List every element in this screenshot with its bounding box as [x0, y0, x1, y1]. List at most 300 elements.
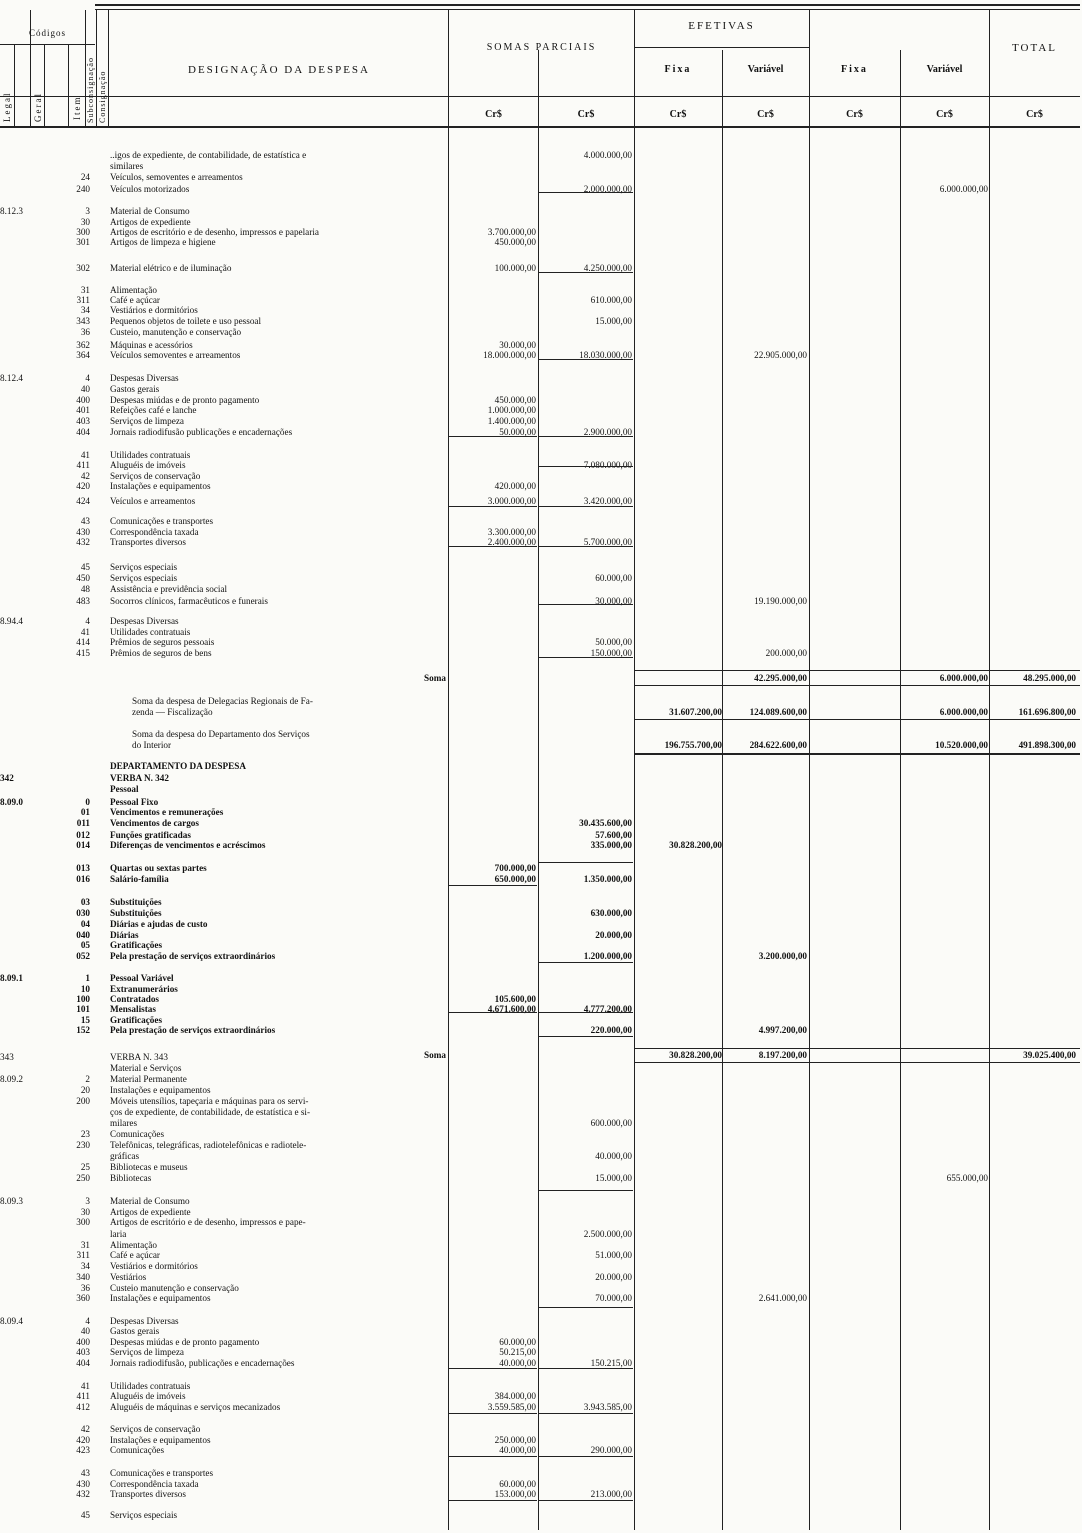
- subtotal-rule: [538, 1368, 633, 1369]
- cell-txt: Correspondência taxada: [110, 527, 199, 537]
- cell-txt: Despesas miúdas e de pronto pagamento: [110, 395, 260, 405]
- unit-label: Cr$: [669, 109, 687, 120]
- cell-txt: Utilidades contratuais: [110, 627, 191, 637]
- cell-it: 41: [80, 450, 90, 460]
- soma-row: Soma 42.295.000,00 6.000.000,00 48.295.000,00: [424, 673, 1076, 683]
- cell-txt: Bibliotecas: [110, 1173, 152, 1183]
- table-row: [0, 1229, 1080, 1239]
- table-row: [0, 930, 1080, 940]
- cell-c2: 3.943.585,00: [583, 1402, 632, 1412]
- table-row: [0, 1063, 1080, 1073]
- cell-txt: Vestiários e dormitórios: [110, 305, 198, 315]
- cell-c2: 4.250.000,00: [583, 263, 632, 273]
- cell-c4: 4.997.200,00: [758, 1025, 807, 1035]
- interior-total-row: do Interior 196.755.700,00 284.622.600,00 10.520.000,00 491.898.300,00: [132, 740, 1076, 750]
- cell-txt: Correspondência taxada: [110, 1479, 199, 1489]
- cell-txt: Transportes diversos: [110, 537, 186, 547]
- table-row: [0, 1326, 1080, 1336]
- cell-c2: 18.030.000,00: [579, 350, 632, 360]
- table-row: [0, 584, 1080, 594]
- cell-c6: 6.000.000,00: [939, 184, 988, 194]
- cell-it: 30: [80, 1207, 90, 1217]
- table-row: [0, 295, 1080, 305]
- cell-c1: 18.000.000,00: [483, 350, 536, 360]
- table-row: [0, 161, 1080, 171]
- table-row: [0, 150, 1080, 160]
- cell-it: 20: [80, 1085, 90, 1095]
- subtotal-rule: [538, 962, 633, 963]
- table-row: [0, 573, 1080, 583]
- cell-it: 2: [85, 1074, 90, 1084]
- cell-c2: 610.000,00: [590, 295, 632, 305]
- cell-txt: Artigos de expediente: [110, 1207, 191, 1217]
- table-row: [0, 1074, 1080, 1084]
- cell-it: 10: [80, 984, 90, 994]
- cell-it: 34: [80, 1261, 90, 1271]
- subtotal-rule: [449, 885, 537, 886]
- cell-txt: gráficas: [110, 1151, 140, 1161]
- cell-c1: 3.559.585,00: [487, 1402, 536, 1412]
- delegacias-total-row: zenda — Fiscalização 31.607.200,00 124.089.600,00 6.000.000,00 161.696.800,00: [132, 707, 1076, 717]
- cell-txt: Despesas Diversas: [110, 1316, 179, 1326]
- cell-c1: 1.000.000,00: [487, 405, 536, 415]
- cell-txt: Aluguéis de máquinas e serviços mecanizados: [110, 1402, 281, 1412]
- cell-it: 40: [80, 1326, 90, 1336]
- variavel-heading-2: Variável: [926, 64, 963, 75]
- subtotal-rule: [538, 192, 633, 193]
- table-row: [0, 227, 1080, 237]
- cell-it: 01: [80, 807, 90, 817]
- cell-txt: Diferenças de vencimentos e acréscimos: [110, 840, 266, 850]
- cell-txt: Pessoal Variável: [110, 973, 174, 983]
- table-row: [0, 395, 1080, 405]
- cell-c2: 2.900.000,00: [583, 427, 632, 437]
- cell-c1: 700.000,00: [494, 863, 536, 873]
- cell-c4: 3.200.000,00: [758, 951, 807, 961]
- subtotal-rule: [538, 1307, 633, 1308]
- cell-it: 424: [76, 496, 90, 506]
- cell-it: 34: [80, 305, 90, 315]
- cell-it: 30: [80, 217, 90, 227]
- table-row: [0, 1445, 1080, 1455]
- cell-txt: Serviços especiais: [110, 1510, 178, 1520]
- cell-it: 414: [76, 637, 90, 647]
- cell-txt: Móveis utensílios, tapeçaria e máquinas para os servi-: [110, 1096, 309, 1106]
- cell-c2: 220.000,00: [590, 1025, 632, 1035]
- table-row: [0, 416, 1080, 426]
- cell-it: 411: [76, 1391, 90, 1401]
- subtotal-rule: [538, 359, 633, 360]
- unit-label: Cr$: [1026, 109, 1043, 120]
- cell-txt: Gratificações: [110, 1015, 163, 1025]
- cell-c1: 450.000,00: [494, 395, 536, 405]
- table-row: [0, 206, 1080, 216]
- subtotal-rule: [449, 1456, 537, 1457]
- cell-txt: similares: [110, 161, 144, 171]
- cell-c2: 20.000,00: [595, 1272, 632, 1282]
- cell-txt: laria: [110, 1229, 127, 1239]
- cell-txt: Diárias: [110, 930, 139, 940]
- unit-label: Cr$: [485, 109, 502, 120]
- cell-it: 011: [76, 818, 90, 828]
- cell-txt: Material Permanente: [110, 1074, 187, 1084]
- subtotal-rule: [449, 1413, 537, 1414]
- table-row: [0, 1435, 1080, 1445]
- cell-cod: 8.09.1: [0, 973, 23, 983]
- cell-it: 43: [80, 516, 90, 526]
- table-row: [0, 1025, 1080, 1035]
- cell-txt: Material e Serviços: [110, 1063, 182, 1073]
- cell-txt: Veículos motorizados: [110, 184, 190, 194]
- cell-c4: 22.905.000,00: [754, 350, 807, 360]
- cell-it: 240: [76, 184, 90, 194]
- subtotal-rule: [538, 1012, 633, 1013]
- cell-it: 45: [80, 1510, 90, 1520]
- cell-txt: Serviços de limpeza: [110, 1347, 184, 1357]
- cell-txt: Alimentação: [110, 285, 157, 295]
- table-row: [0, 951, 1080, 961]
- cell-it: 100: [76, 994, 90, 1004]
- cell-it: 42: [80, 471, 90, 481]
- cell-c2: 600.000,00: [590, 1118, 632, 1128]
- cell-txt: Máquinas e acessórios: [110, 340, 193, 350]
- cell-c1: 50.000,00: [499, 427, 536, 437]
- cell-it: 48: [80, 584, 90, 594]
- cell-c2: 630.000,00: [590, 908, 632, 918]
- cell-it: 430: [76, 527, 90, 537]
- unit-label: Cr$: [936, 109, 953, 120]
- cell-it: 430: [76, 1479, 90, 1489]
- cell-it: 15: [80, 1015, 90, 1025]
- cell-c2: 2.500.000,00: [583, 1229, 632, 1239]
- cell-it: 483: [76, 596, 90, 606]
- cell-c1: 3.700.000,00: [487, 227, 536, 237]
- cell-txt: Instalações e equipamentos: [110, 1293, 211, 1303]
- cell-txt: Alimentação: [110, 1240, 157, 1250]
- table-row: [0, 784, 1080, 794]
- cell-txt: Pessoal: [110, 784, 139, 794]
- table-row: [0, 637, 1080, 647]
- table-row: [0, 1347, 1080, 1357]
- cell-txt: DEPARTAMENTO DA DESPESA: [110, 761, 246, 771]
- cell-cod: 8.09.0: [0, 797, 23, 807]
- cell-it: 450: [76, 573, 90, 583]
- cell-txt: Mensalistas: [110, 1004, 156, 1014]
- cell-it: 36: [80, 327, 90, 337]
- consignacao-label: Consignação: [98, 70, 107, 123]
- table-row: [0, 1196, 1080, 1206]
- cell-cod: 8.09.2: [0, 1074, 23, 1084]
- cell-txt: Jornais radiodifusão publicações e encadernações: [110, 427, 293, 437]
- cell-c4: 200.000,00: [765, 648, 807, 658]
- designacao-heading: DESIGNAÇÃO DA DESPESA: [188, 64, 370, 76]
- cell-c2: 30.435.600,00: [579, 818, 632, 828]
- cell-it: 404: [76, 1358, 90, 1368]
- cell-it: 411: [76, 460, 90, 470]
- cell-txt: Serviços de limpeza: [110, 416, 184, 426]
- cell-txt: Café e açúcar: [110, 295, 160, 305]
- cell-txt: Prêmios de seguros pessoais: [110, 637, 215, 647]
- subtotal-rule: [449, 1368, 537, 1369]
- unit-label: Cr$: [846, 109, 863, 120]
- cell-it: 403: [76, 1347, 90, 1357]
- cell-c1: 30.000,00: [499, 340, 536, 350]
- cell-txt: Artigos de limpeza e higiene: [110, 237, 216, 247]
- cell-it: 4: [85, 1316, 90, 1326]
- cell-txt: Pela prestação de serviços extraordinários: [110, 1025, 276, 1035]
- cell-cod: 8.12.3: [0, 206, 23, 216]
- cell-txt: Vencimentos e remunerações: [110, 807, 224, 817]
- cell-it: 43: [80, 1468, 90, 1478]
- cell-c2: 3.420.000,00: [583, 496, 632, 506]
- cell-txt: Despesas miúdas e de pronto pagamento: [110, 1337, 260, 1347]
- table-row: [0, 496, 1080, 506]
- table-row: [0, 1217, 1080, 1227]
- table-row: [0, 1207, 1080, 1217]
- table-row: [0, 616, 1080, 626]
- cell-txt: Telefônicas, telegráficas, radiotelefônicas e radiotele-: [110, 1140, 307, 1150]
- soma-row: Soma 30.828.200,00 8.197.200,00 39.025.400,00: [424, 1050, 1076, 1060]
- cell-txt: Gratificações: [110, 940, 163, 950]
- cell-c2: 60.000,00: [595, 573, 632, 583]
- table-row: [0, 1240, 1080, 1250]
- cell-it: 420: [76, 1435, 90, 1445]
- cell-it: 04: [80, 919, 90, 929]
- cell-it: 030: [76, 908, 90, 918]
- cell-it: 250: [76, 1173, 90, 1183]
- subtotal-rule: [449, 546, 537, 547]
- cell-it: 31: [80, 285, 90, 295]
- cell-c3: 30.828.200,00: [669, 840, 722, 850]
- cell-txt: Contratados: [110, 994, 160, 1004]
- cell-it: 400: [76, 1337, 90, 1347]
- table-row: [0, 405, 1080, 415]
- cell-txt: Pessoal Fixo: [110, 797, 159, 807]
- cell-it: 4: [85, 616, 90, 626]
- cell-it: 364: [76, 350, 90, 360]
- cell-it: 412: [76, 1402, 90, 1412]
- subtotal-rule: [538, 657, 633, 658]
- cell-txt: Instalações e equipamentos: [110, 1085, 211, 1095]
- cell-txt: Substituições: [110, 908, 162, 918]
- cell-txt: Serviços especiais: [110, 573, 178, 583]
- cell-it: 362: [76, 340, 90, 350]
- table-row: [0, 460, 1080, 470]
- table-row: [0, 908, 1080, 918]
- table-row: [0, 285, 1080, 295]
- subtotal-rule: [538, 436, 633, 437]
- cell-it: 42: [80, 1424, 90, 1434]
- cell-txt: Artigos de escritório e de desenho, impressos e pape-: [110, 1217, 306, 1227]
- cell-txt: Comunicações: [110, 1445, 165, 1455]
- table-row: [0, 1424, 1080, 1434]
- cell-it: 300: [76, 227, 90, 237]
- cell-it: 040: [76, 930, 90, 940]
- cell-txt: VERBA N. 343: [110, 1052, 168, 1062]
- cell-it: 401: [76, 405, 90, 415]
- cell-txt: VERBA N. 342: [110, 773, 169, 783]
- cell-it: 404: [76, 427, 90, 437]
- table-row: [0, 1316, 1080, 1326]
- cell-txt: Veículos e arreamentos: [110, 496, 196, 506]
- cell-it: 101: [76, 1004, 90, 1014]
- cell-c2: 51.000,00: [595, 1250, 632, 1260]
- cell-txt: Instalações e equipamentos: [110, 481, 211, 491]
- cell-c2: 70.000,00: [595, 1293, 632, 1303]
- cell-c2: 30.000,00: [595, 596, 632, 606]
- cell-txt: Prêmios de seguros de bens: [110, 648, 212, 658]
- cell-cod: 8.94.4: [0, 616, 23, 626]
- subtotal-rule: [449, 1012, 537, 1013]
- table-row: [0, 527, 1080, 537]
- cell-it: 41: [80, 627, 90, 637]
- table-row: [0, 1250, 1080, 1260]
- cell-it: 230: [76, 1140, 90, 1150]
- cell-it: 31: [80, 1240, 90, 1250]
- table-row: [0, 562, 1080, 572]
- cell-it: 3: [85, 1196, 90, 1206]
- codigos-label: Códigos: [28, 28, 66, 38]
- table-row: [0, 1293, 1080, 1303]
- table-row: [0, 1468, 1080, 1478]
- cell-c1: 60.000,00: [499, 1337, 536, 1347]
- cell-txt: Vestiários: [110, 1272, 147, 1282]
- cell-c2: 290.000,00: [590, 1445, 632, 1455]
- cell-txt: Aluguéis de imóveis: [110, 460, 186, 470]
- table-row: [0, 516, 1080, 526]
- subtotal-rule: [538, 1036, 633, 1037]
- cell-c1: 153.000,00: [494, 1489, 536, 1499]
- cell-c2: 4.777.200,00: [583, 1004, 632, 1014]
- cell-c2: 40.000,00: [595, 1151, 632, 1161]
- table-row: [0, 761, 1080, 771]
- cell-txt: Jornais radiodifusão, publicações e encadernações: [110, 1358, 295, 1368]
- table-row: [0, 1391, 1080, 1401]
- cell-txt: Material de Consumo: [110, 1196, 190, 1206]
- cell-c2: 150.215,00: [590, 1358, 632, 1368]
- cell-txt: Café e açúcar: [110, 1250, 160, 1260]
- table-row: [0, 897, 1080, 907]
- table-row: [0, 1337, 1080, 1347]
- table-row: [0, 874, 1080, 884]
- table-row: [0, 818, 1080, 828]
- table-row: [0, 1140, 1080, 1150]
- table-row: [0, 627, 1080, 637]
- cell-txt: Custeio, manutenção e conservação: [110, 327, 242, 337]
- cell-c2: 5.700.000,00: [583, 537, 632, 547]
- cell-it: 013: [76, 863, 90, 873]
- table-row: [0, 1272, 1080, 1282]
- table-row: [0, 984, 1080, 994]
- interior-total-line1: Soma da despesa do Departamento dos Serviços: [132, 729, 310, 739]
- cell-it: 400: [76, 395, 90, 405]
- subtotal-rule: [538, 1500, 633, 1501]
- geral-label: Geral: [33, 92, 43, 122]
- table-row: [0, 340, 1080, 350]
- cell-txt: Despesas Diversas: [110, 373, 179, 383]
- cell-txt: Transportes diversos: [110, 1489, 186, 1499]
- cell-it: 403: [76, 416, 90, 426]
- cell-txt: Comunicações: [110, 1129, 165, 1139]
- cell-it: 05: [80, 940, 90, 950]
- cell-txt: Utilidades contratuais: [110, 450, 191, 460]
- cell-it: 311: [76, 1250, 90, 1260]
- cell-c1: 40.000,00: [499, 1358, 536, 1368]
- table-row: [0, 450, 1080, 460]
- total-heading: TOTAL: [1012, 42, 1057, 54]
- subtotal-rule: [538, 604, 633, 605]
- table-row: [0, 773, 1080, 783]
- cell-txt: Vestiários e dormitórios: [110, 1261, 198, 1271]
- cell-txt: Artigos de escritório e de desenho, impressos e papelaria: [110, 227, 319, 237]
- cell-cod: 8.12.4: [0, 373, 23, 383]
- cell-txt: Gastos gerais: [110, 384, 160, 394]
- cell-it: 301: [76, 237, 90, 247]
- cell-c2: 4.000.000,00: [583, 150, 632, 160]
- subtotal-rule: [538, 546, 633, 547]
- table-row: [0, 797, 1080, 807]
- cell-it: 41: [80, 1381, 90, 1391]
- cell-txt: Utilidades contratuais: [110, 1381, 191, 1391]
- cell-it: 420: [76, 481, 90, 491]
- table-row: [0, 1381, 1080, 1391]
- table-row: [0, 384, 1080, 394]
- cell-txt: Salário-família: [110, 874, 169, 884]
- cell-it: 40: [80, 384, 90, 394]
- efetivas-heading: EFETIVAS: [688, 20, 755, 32]
- cell-it: 1: [85, 973, 90, 983]
- table-row: [0, 1052, 1080, 1062]
- cell-c4: 19.190.000,00: [754, 596, 807, 606]
- cell-c2: 150.000,00: [590, 648, 632, 658]
- table-row: [0, 830, 1080, 840]
- table-row: [0, 1479, 1080, 1489]
- cell-txt: Extranumerários: [110, 984, 178, 994]
- table-row: [0, 172, 1080, 182]
- cell-txt: Material elétrico e de iluminação: [110, 263, 232, 273]
- cell-c2: 15.000,00: [595, 1173, 632, 1183]
- cell-c1: 420.000,00: [494, 481, 536, 491]
- table-row: [0, 1283, 1080, 1293]
- cell-c1: 50.215,00: [499, 1347, 536, 1357]
- cell-c2: 1.350.000,00: [583, 874, 632, 884]
- cell-it: 432: [76, 1489, 90, 1499]
- cell-c1: 450.000,00: [494, 237, 536, 247]
- table-row: [0, 973, 1080, 983]
- subconsignacao-label: Subconsignação: [86, 57, 95, 123]
- cell-c1: 384.000,00: [494, 1391, 536, 1401]
- table-row: [0, 1173, 1080, 1183]
- cell-it: 23: [80, 1129, 90, 1139]
- subtotal-rule: [449, 506, 537, 507]
- cell-txt: Refeições café e lanche: [110, 405, 197, 415]
- cell-txt: Custeio manutenção e conservação: [110, 1283, 239, 1293]
- table-row: [0, 1402, 1080, 1412]
- cell-it: 311: [76, 295, 90, 305]
- cell-txt: Bibliotecas e museus: [110, 1162, 188, 1172]
- cell-txt: Vencimentos de cargos: [110, 818, 199, 828]
- cell-it: 432: [76, 537, 90, 547]
- cell-txt: Diárias e ajudas de custo: [110, 919, 208, 929]
- subtotal-rule: [538, 1456, 633, 1457]
- cell-txt: Aluguéis de imóveis: [110, 1391, 186, 1401]
- cell-txt: Gastos gerais: [110, 1326, 160, 1336]
- unit-label: Cr$: [757, 109, 774, 120]
- cell-it: 25: [80, 1162, 90, 1172]
- cell-txt: milares: [110, 1118, 138, 1128]
- table-row: [0, 1358, 1080, 1368]
- cell-it: 016: [76, 874, 90, 884]
